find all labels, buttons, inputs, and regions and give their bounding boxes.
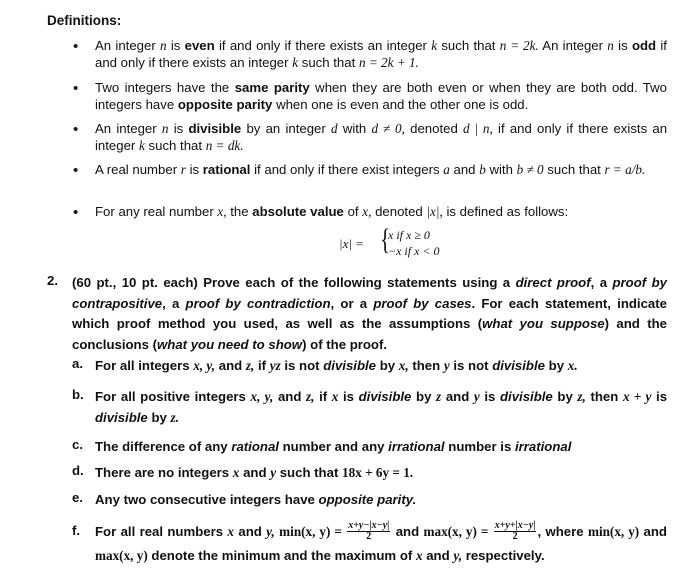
formula-lhs: |x| = [339, 236, 364, 251]
statement-b: For all positive integers x, y, and z, if x is divisible by z and y is divisible by z, then x + y is divisible by z. [95, 389, 668, 425]
term-opposite-parity: opposite parity [177, 96, 273, 112]
definition-parity: Two integers have the same parity when they are both even or when they are both odd. Two integers have opposite parity when one is even and the other one is odd. [95, 80, 667, 112]
statement-c: The difference of any rational number and any irrational number is irrational [95, 439, 572, 454]
term-even: even [184, 38, 215, 53]
formula-case-nonnegative: x if x ≥ 0 [388, 228, 430, 242]
definition-even-odd: An integer n is even if and only if there exists an integer k such that n = 2k. An integer n is odd if and only if there exists an integer k such that n = 2k + 1. [95, 38, 667, 70]
max-fraction: $\frac{x+y+|x-y|}{2}$ [494, 520, 536, 543]
bullet-marker: • [73, 80, 79, 97]
formula-case-negative: −x if x < 0 [388, 244, 440, 258]
item-letter-a: a. [72, 356, 83, 371]
definitions-heading: Definitions: [47, 13, 122, 28]
min-fraction: $\frac{x+y-|x-y|}{2}$ [348, 520, 390, 543]
statement-a: For all integers x, y, and z, if yz is not divisible by x, then y is not divisible by x. [95, 358, 578, 373]
definition-rational: A real number r is rational if and only if there exist integers a and b with b ≠ 0 such that r = a/b. [95, 162, 646, 177]
bullet-marker: • [73, 162, 79, 179]
term-divisible: divisible [188, 121, 242, 136]
question-prompt: (60 pt., 10 pt. each) Prove each of the following statements using a direct proof, a proof by contrapositive, a proof by contradiction, or a proof by cases. For each statement, indicate which proof method you used, as well as the assumptions (what you suppose) and the conclusions (what you need to show) of the proof. [72, 275, 667, 352]
item-letter-c: c. [72, 437, 83, 452]
item-letter-e: e. [72, 490, 83, 505]
item-letter-d: d. [72, 463, 84, 478]
item-letter-b: b. [72, 387, 84, 402]
bullet-marker: • [73, 121, 79, 138]
statement-d: There are no integers x and y such that 18x + 6y = 1. [95, 465, 414, 480]
term-rational: rational [202, 162, 251, 177]
definition-divisible: An integer n is divisible by an integer d with d ≠ 0, denoted d | n, if and only if there exists an integer k such that n = dk. [95, 121, 668, 153]
term-odd: odd [631, 38, 657, 53]
bullet-marker: • [73, 204, 79, 221]
statement-e: Any two consecutive integers have opposite parity. [95, 492, 417, 507]
left-brace-icon: { [380, 223, 391, 256]
question-number: 2. [47, 273, 58, 288]
term-absolute-value: absolute value [252, 204, 344, 219]
item-letter-f: f. [72, 523, 81, 538]
bullet-marker: • [73, 38, 79, 55]
definition-absolute-value: For any real number x, the absolute value of x, denoted |x|, is defined as follows: [95, 204, 569, 219]
term-same-parity: same parity [234, 80, 310, 95]
statement-f: For all real numbers x and y, min(x, y) = $\frac{x+y-|x-y|}{2}$ and max(x, y) = $\frac{x+y+|x-y|}{2}$ , where min(x, y) and max(x, y) denote the minimum and the maximum of x and y, respectively. [95, 520, 667, 563]
